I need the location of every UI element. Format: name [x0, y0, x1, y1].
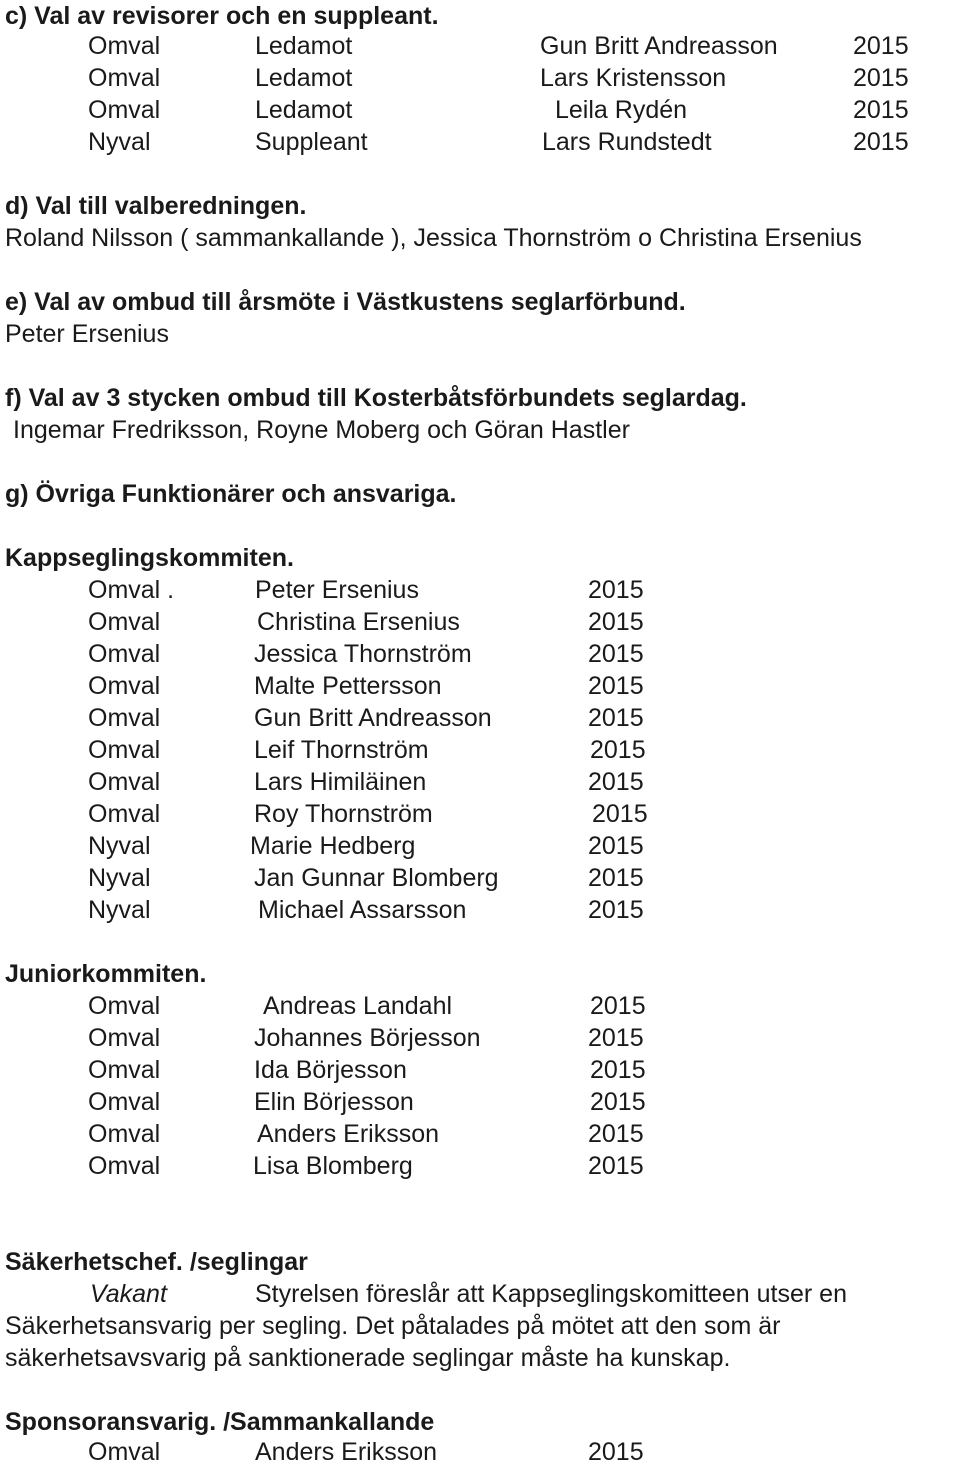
- person-name: Lars Himiläinen: [254, 768, 427, 796]
- election-type: Omval: [88, 96, 161, 124]
- election-type: Omval: [88, 32, 161, 60]
- person-name: Christina Ersenius: [257, 608, 460, 636]
- term-year: 2015: [588, 1438, 644, 1466]
- table-row: [0, 1022, 960, 1054]
- term-year: 2015: [853, 32, 909, 60]
- election-type: Omval: [88, 1152, 161, 1180]
- election-type: Nyval: [88, 864, 151, 892]
- person-name: Johannes Börjesson: [254, 1024, 481, 1052]
- term-year: 2015: [853, 96, 909, 124]
- table-row: [0, 1436, 960, 1468]
- person-name: Elin Börjesson: [254, 1088, 414, 1116]
- section-c-heading: c) Val av revisorer och en suppleant.: [5, 2, 439, 30]
- table-row: [0, 1118, 960, 1150]
- term-year: 2015: [588, 704, 644, 732]
- person-name: Ida Börjesson: [254, 1056, 407, 1084]
- term-year: 2015: [590, 1088, 646, 1116]
- term-year: 2015: [853, 128, 909, 156]
- section-f-text: Ingemar Fredriksson, Royne Moberg och Göran Hastler: [13, 416, 630, 444]
- election-type: Omval: [88, 1438, 161, 1466]
- term-year: 2015: [588, 672, 644, 700]
- sakerhet-text-1: Styrelsen föreslår att Kappseglingskomitteen utser en: [255, 1280, 847, 1308]
- term-year: 2015: [588, 896, 644, 924]
- term-year: 2015: [588, 864, 644, 892]
- election-type: Omval: [88, 1120, 161, 1148]
- election-type: Omval: [88, 992, 161, 1020]
- person-name: Gun Britt Andreasson: [540, 32, 778, 60]
- table-row: [0, 1150, 960, 1182]
- election-type: Nyval: [88, 896, 151, 924]
- person-name: Lars Kristensson: [540, 64, 727, 92]
- table-row: [0, 30, 960, 62]
- table-row: [0, 734, 960, 766]
- section-e-heading: e) Val av ombud till årsmöte i Västkustens seglarförbund.: [5, 288, 686, 316]
- election-type: Omval: [88, 1024, 161, 1052]
- election-type: Omval: [88, 1088, 161, 1116]
- person-name: Roy Thornström: [254, 800, 433, 828]
- term-year: 2015: [588, 576, 644, 604]
- person-name: Gun Britt Andreasson: [254, 704, 492, 732]
- person-name: Marie Hedberg: [250, 832, 416, 860]
- table-row: [0, 862, 960, 894]
- term-year: 2015: [590, 992, 646, 1020]
- person-name: Peter Ersenius: [255, 576, 419, 604]
- election-type: Omval: [88, 608, 161, 636]
- person-name: Anders Eriksson: [255, 1438, 438, 1466]
- table-row: [0, 894, 960, 926]
- section-e-text: Peter Ersenius: [5, 320, 169, 348]
- person-name: Leila Rydén: [555, 96, 688, 124]
- table-row: [0, 62, 960, 94]
- person-name: Leif Thornström: [254, 736, 429, 764]
- kappsegling-heading: Kappseglingskommiten.: [5, 544, 294, 572]
- table-row: [0, 126, 960, 158]
- section-f-heading: f) Val av 3 stycken ombud till Kosterbåtsförbundets seglardag.: [5, 384, 747, 412]
- table-row: [0, 670, 960, 702]
- election-type: Omval: [88, 672, 161, 700]
- section-d-text: Roland Nilsson ( sammankallande ), Jessica Thornström o Christina Ersenius: [5, 224, 862, 252]
- term-year: 2015: [592, 800, 648, 828]
- election-type: Omval .: [88, 576, 175, 604]
- vakant-label: Vakant: [90, 1280, 167, 1308]
- role: Ledamot: [255, 32, 353, 60]
- person-name: Lisa Blomberg: [253, 1152, 413, 1180]
- role: Ledamot: [255, 64, 353, 92]
- term-year: 2015: [588, 1024, 644, 1052]
- junior-heading: Juniorkommiten.: [5, 960, 207, 988]
- sponsor-heading: Sponsoransvarig. /Sammankallande: [5, 1408, 435, 1436]
- election-type: Omval: [88, 64, 161, 92]
- term-year: 2015: [588, 1120, 644, 1148]
- term-year: 2015: [588, 832, 644, 860]
- sakerhet-text-3: säkerhetsavsvarig på sanktionerade seglingar måste ha kunskap.: [5, 1344, 731, 1372]
- table-row: [0, 766, 960, 798]
- table-row: [0, 94, 960, 126]
- table-row: [0, 574, 960, 606]
- term-year: 2015: [588, 1152, 644, 1180]
- role: Ledamot: [255, 96, 353, 124]
- role: Suppleant: [255, 128, 368, 156]
- term-year: 2015: [588, 640, 644, 668]
- election-type: Omval: [88, 768, 161, 796]
- table-row: [0, 702, 960, 734]
- term-year: 2015: [853, 64, 909, 92]
- table-row: [0, 798, 960, 830]
- election-type: Omval: [88, 736, 161, 764]
- election-type: Omval: [88, 800, 161, 828]
- person-name: Anders Eriksson: [257, 1120, 440, 1148]
- person-name: Malte Pettersson: [254, 672, 442, 700]
- election-type: Omval: [88, 704, 161, 732]
- term-year: 2015: [590, 1056, 646, 1084]
- person-name: Andreas Landahl: [263, 992, 453, 1020]
- table-row: [0, 830, 960, 862]
- table-row: [0, 638, 960, 670]
- sakerhet-text-2: Säkerhetsansvarig per segling. Det påtalades på mötet att den som är: [5, 1312, 781, 1340]
- table-row: [0, 606, 960, 638]
- term-year: 2015: [588, 608, 644, 636]
- person-name: Lars Rundstedt: [542, 128, 712, 156]
- table-row: [0, 1054, 960, 1086]
- election-type: Omval: [88, 640, 161, 668]
- person-name: Jessica Thornström: [254, 640, 472, 668]
- section-g-heading: g) Övriga Funktionärer och ansvariga.: [5, 480, 457, 508]
- table-row: [0, 990, 960, 1022]
- election-type: Nyval: [88, 832, 151, 860]
- section-d-heading: d) Val till valberedningen.: [5, 192, 307, 220]
- sakerhet-heading: Säkerhetschef. /seglingar: [5, 1248, 308, 1276]
- person-name: Michael Assarsson: [258, 896, 467, 924]
- election-type: Nyval: [88, 128, 151, 156]
- election-type: Omval: [88, 1056, 161, 1084]
- person-name: Jan Gunnar Blomberg: [254, 864, 499, 892]
- sakerhet-line-1: [0, 1278, 960, 1310]
- term-year: 2015: [588, 768, 644, 796]
- term-year: 2015: [590, 736, 646, 764]
- table-row: [0, 1086, 960, 1118]
